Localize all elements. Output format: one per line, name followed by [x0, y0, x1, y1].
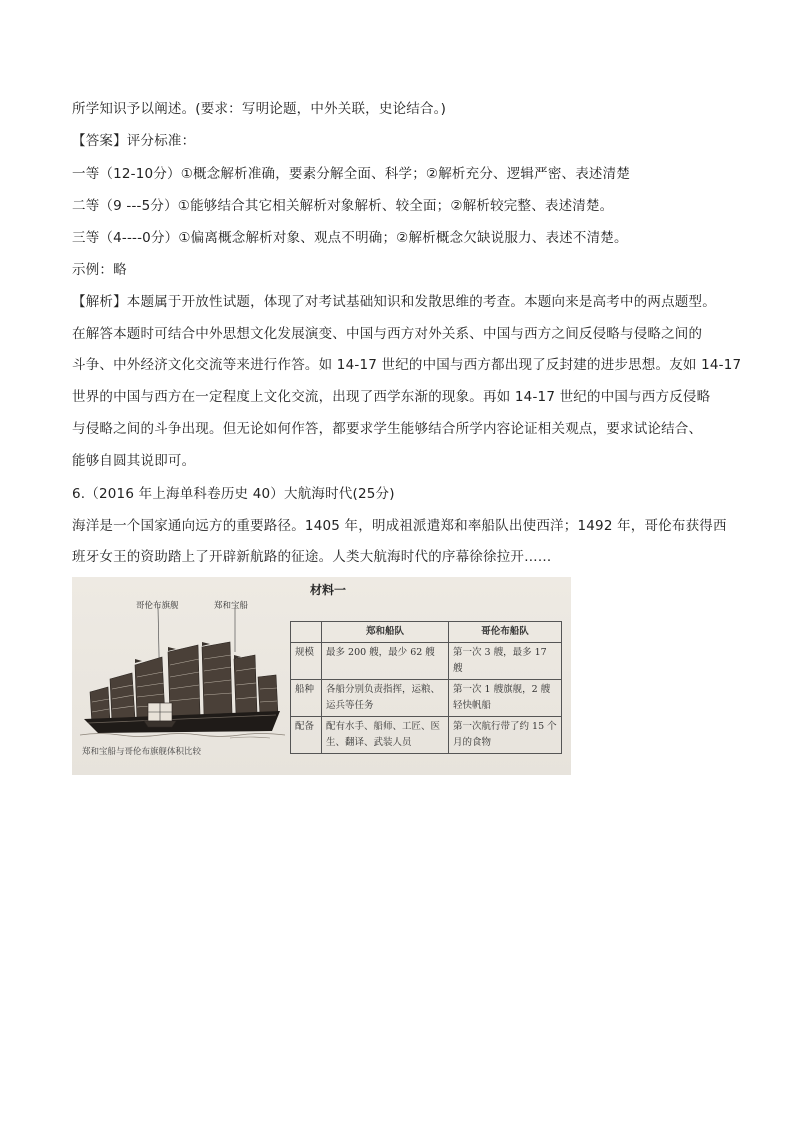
table-row	[291, 717, 562, 754]
table-header-cell	[291, 622, 322, 643]
table-cell: 第一次 1 艘旗舰，2 艘轻快帆船	[449, 680, 562, 717]
table-row	[291, 680, 562, 717]
fleet-comparison-table	[290, 621, 562, 754]
analysis-line: 斗争、中外经济文化交流等来进行作答。如 14-17 世纪的中国与西方都出现了反封建的进步思想。友如 14-17	[72, 357, 742, 373]
columbus-ship-label: 哥伦布旗舰	[136, 601, 179, 611]
zhenghe-ship-label: 郑和宝船	[214, 601, 249, 611]
analysis-line: 与侵略之间的斗争出现。但无论如何作答，都要求学生能够结合所学内容论证相关观点，要求试论结合、	[72, 421, 703, 437]
grade-three-line: 三等（4----0分）①偏离概念解析对象、观点不明确；②解析概念欠缺说服力、表述不清楚。	[72, 230, 628, 246]
table-cell: 配有水手、船师、工匠、医生、翻译、武装人员	[322, 717, 449, 754]
table-header-row	[291, 622, 562, 643]
answer-heading: 【答案】评分标准：	[72, 133, 196, 149]
row-label: 配备	[291, 717, 322, 754]
grade-one-line: 一等（12-10分）①概念解析准确，要素分解全面、科学；②解析充分、逻辑严密、表述清楚	[72, 166, 631, 182]
question-title: 6.（2016 年上海单科卷历史 40）大航海时代(25分)	[72, 486, 395, 502]
table-row	[291, 643, 562, 680]
table-header-cell: 哥伦布船队	[449, 622, 562, 643]
analysis-line: 能够自圆其说即可。	[72, 453, 196, 469]
paragraph-line: 所学知识予以阐述。(要求：写明论题，中外关联，史论结合。)	[72, 101, 447, 117]
table-cell: 各船分别负责指挥，运粮、运兵等任务	[322, 680, 449, 717]
row-label: 规模	[291, 643, 322, 680]
figure-title: 材料一	[310, 583, 347, 597]
table-cell: 最多 200 艘，最少 62 艘	[322, 643, 449, 680]
figure-caption: 郑和宝船与哥伦布旗舰体积比较	[82, 747, 202, 757]
example-line: 示例：略	[72, 262, 127, 278]
grade-two-line: 二等（9 ---5分）①能够结合其它相关解析对象解析、较全面；②解析较完整、表述清楚。	[72, 198, 614, 214]
analysis-line: 在解答本题时可结合中外思想文化发展演变、中国与西方对外关系、中国与西方之间反侵略与侵略之间的	[72, 326, 703, 342]
material-figure	[72, 577, 571, 775]
table-cell: 第一次航行带了约 15 个月的食物	[449, 717, 562, 754]
table-cell: 第一次 3 艘，最多 17 艘	[449, 643, 562, 680]
table-header-cell: 郑和船队	[322, 622, 449, 643]
row-label: 船种	[291, 680, 322, 717]
question-stem-line: 班牙女王的资助踏上了开辟新航路的征途。人类大航海时代的序幕徐徐拉开……	[72, 549, 552, 565]
analysis-line: 世界的中国与西方在一定程度上文化交流，出现了西学东渐的现象。再如 14-17 世纪的中国与西方反侵略	[72, 389, 711, 405]
ship-comparison-illustration	[80, 607, 285, 742]
question-stem-line: 海洋是一个国家通向远方的重要路径。1405 年，明成祖派遣郑和率船队出使西洋；1492 年，哥伦布获得西	[72, 518, 727, 534]
analysis-line: 【解析】本题属于开放性试题，体现了对考试基础知识和发散思维的考查。本题向来是高考中的两点题型。	[72, 294, 716, 310]
